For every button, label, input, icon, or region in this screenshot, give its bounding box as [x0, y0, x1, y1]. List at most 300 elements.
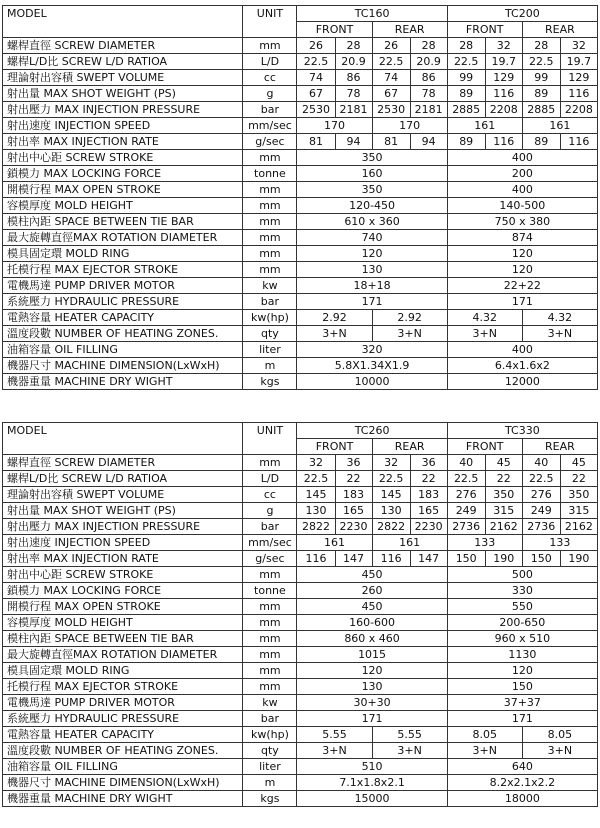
spec-value: 2.92 — [372, 310, 447, 326]
model-header: MODEL — [3, 423, 243, 455]
spec-value: 2822 — [297, 519, 335, 535]
spec-value: 315 — [560, 503, 597, 519]
front-rear-header: REAR — [522, 439, 597, 455]
spec-value: 3+N — [522, 326, 597, 342]
spec-value: 89 — [447, 86, 485, 102]
spec-value: 6.4x1.6x2 — [447, 358, 597, 374]
spec-row — [3, 230, 598, 246]
spec-unit: m — [243, 358, 297, 374]
spec-value: 350 — [297, 150, 447, 166]
spec-value: 22.5 — [447, 471, 485, 487]
spec-value: 2230 — [335, 519, 372, 535]
spec-row — [3, 711, 598, 727]
spec-unit: kw — [243, 695, 297, 711]
spec-value: 130 — [297, 679, 447, 695]
spec-value: 400 — [447, 182, 597, 198]
spec-value: 2181 — [410, 102, 447, 118]
spec-value: 3+N — [297, 326, 372, 342]
spec-value: 10000 — [297, 374, 447, 390]
spec-unit: g/sec — [243, 134, 297, 150]
spec-value: 550 — [447, 599, 597, 615]
spec-unit: liter — [243, 342, 297, 358]
spec-unit: mm — [243, 230, 297, 246]
spec-unit: qty — [243, 326, 297, 342]
spec-value: 276 — [522, 487, 560, 503]
front-rear-header: REAR — [522, 22, 597, 38]
spec-value: 40 — [522, 455, 560, 471]
spec-label: 開模行程 MAX OPEN STROKE — [3, 182, 243, 198]
spec-unit: m — [243, 775, 297, 791]
spec-value: 3+N — [447, 743, 522, 759]
spec-value: 1130 — [447, 647, 597, 663]
spec-value: 190 — [560, 551, 597, 567]
spec-value: 120 — [297, 246, 447, 262]
spec-label: 射出速度 INJECTION SPEED — [3, 535, 243, 551]
spec-value: 171 — [297, 294, 447, 310]
spec-value: 94 — [410, 134, 447, 150]
spec-value: 3+N — [447, 326, 522, 342]
spec-unit: tonne — [243, 583, 297, 599]
spec-value: 99 — [447, 70, 485, 86]
spec-value: 130 — [297, 503, 335, 519]
spec-label: 電機馬達 PUMP DRIVER MOTOR — [3, 278, 243, 294]
spec-value: 2885 — [447, 102, 485, 118]
spec-label: 螺桿L/D比 SCREW L/D RATIOA — [3, 54, 243, 70]
spec-value: 22+22 — [447, 278, 597, 294]
spec-value: 86 — [410, 70, 447, 86]
spec-label: 模具固定環 MOLD RING — [3, 246, 243, 262]
front-rear-header: REAR — [372, 22, 447, 38]
model-name-header: TC160 — [297, 6, 447, 22]
spec-value: 28 — [447, 38, 485, 54]
spec-row — [3, 727, 598, 743]
spec-label: 理論射出容積 SWEPT VOLUME — [3, 487, 243, 503]
spec-value: 26 — [297, 38, 335, 54]
spec-value: 26 — [372, 38, 410, 54]
spec-unit: qty — [243, 743, 297, 759]
spec-value: 2208 — [485, 102, 522, 118]
spec-value: 8.05 — [447, 727, 522, 743]
spec-row — [3, 278, 598, 294]
spec-value: 150 — [447, 679, 597, 695]
spec-value: 350 — [485, 487, 522, 503]
spec-value: 350 — [297, 182, 447, 198]
spec-unit: mm — [243, 663, 297, 679]
spec-value: 81 — [297, 134, 335, 150]
spec-unit: mm/sec — [243, 535, 297, 551]
spec-label: 托模行程 MAX EJECTOR STROKE — [3, 679, 243, 695]
spec-value: 74 — [297, 70, 335, 86]
spec-row — [3, 182, 598, 198]
spec-unit: kgs — [243, 791, 297, 807]
spec-table-2 — [2, 422, 598, 807]
spec-value: 81 — [372, 134, 410, 150]
spec-label: 射出速度 INJECTION SPEED — [3, 118, 243, 134]
spec-label: 電機馬達 PUMP DRIVER MOTOR — [3, 695, 243, 711]
spec-value: 2885 — [522, 102, 560, 118]
spec-value: 200 — [447, 166, 597, 182]
spec-value: 183 — [335, 487, 372, 503]
header-row — [3, 6, 598, 22]
spec-row — [3, 759, 598, 775]
spec-row — [3, 471, 598, 487]
spec-value: 4.32 — [522, 310, 597, 326]
spec-value: 161 — [447, 118, 522, 134]
spec-value: 147 — [335, 551, 372, 567]
spec-value: 40 — [447, 455, 485, 471]
spec-value: 20.9 — [335, 54, 372, 70]
spec-label: 溫度段數 NUMBER OF HEATING ZONES. — [3, 326, 243, 342]
spec-row — [3, 631, 598, 647]
spec-value: 8.05 — [522, 727, 597, 743]
spec-row — [3, 70, 598, 86]
spec-unit: cc — [243, 487, 297, 503]
spec-label: 最大旋轉直徑MAX ROTATION DIAMETER — [3, 230, 243, 246]
spec-row — [3, 775, 598, 791]
spec-value: 7.1x1.8x2.1 — [297, 775, 447, 791]
spec-label: 容模厚度 MOLD HEIGHT — [3, 615, 243, 631]
spec-value: 32 — [372, 455, 410, 471]
spec-value: 22.5 — [447, 54, 485, 70]
spec-row — [3, 551, 598, 567]
spec-value: 116 — [560, 86, 597, 102]
spec-unit: mm — [243, 262, 297, 278]
spec-label: 機器尺寸 MACHINE DIMENSION(LxWxH) — [3, 775, 243, 791]
spec-value: 74 — [372, 70, 410, 86]
spec-value: 22 — [335, 471, 372, 487]
spec-value: 171 — [447, 294, 597, 310]
spec-value: 2162 — [485, 519, 522, 535]
spec-value: 4.32 — [447, 310, 522, 326]
spec-value: 2.92 — [297, 310, 372, 326]
spec-row — [3, 743, 598, 759]
spec-label: 射出壓力 MAX INJECTION PRESSURE — [3, 102, 243, 118]
spec-value: 610 x 360 — [297, 214, 447, 230]
spec-value: 22.5 — [522, 471, 560, 487]
spec-value: 2230 — [410, 519, 447, 535]
spec-value: 3+N — [372, 743, 447, 759]
spec-value: 1015 — [297, 647, 447, 663]
spec-value: 12000 — [447, 374, 597, 390]
spec-value: 129 — [485, 70, 522, 86]
spec-value: 116 — [297, 551, 335, 567]
spec-value: 2208 — [560, 102, 597, 118]
spec-value: 89 — [447, 134, 485, 150]
spec-value: 200-650 — [447, 615, 597, 631]
spec-row — [3, 615, 598, 631]
spec-row — [3, 583, 598, 599]
spec-label: 模柱內距 SPACE BETWEEN TIE BAR — [3, 214, 243, 230]
spec-unit: kw(hp) — [243, 310, 297, 326]
spec-unit: cc — [243, 70, 297, 86]
spec-row — [3, 214, 598, 230]
spec-value: 22.5 — [522, 54, 560, 70]
spec-value: 170 — [297, 118, 372, 134]
spec-value: 32 — [560, 38, 597, 54]
spec-row — [3, 358, 598, 374]
spec-row — [3, 647, 598, 663]
spec-unit: bar — [243, 294, 297, 310]
spec-row — [3, 150, 598, 166]
spec-value: 2181 — [335, 102, 372, 118]
spec-label: 螺桿直徑 SCREW DIAMETER — [3, 455, 243, 471]
spec-value: 510 — [297, 759, 447, 775]
spec-value: 170 — [372, 118, 447, 134]
spec-unit: bar — [243, 102, 297, 118]
spec-row — [3, 663, 598, 679]
spec-unit: mm — [243, 38, 297, 54]
spec-value: 37+37 — [447, 695, 597, 711]
spec-value: 89 — [522, 134, 560, 150]
spec-label: 電熱容量 HEATER CAPACITY — [3, 310, 243, 326]
spec-row — [3, 455, 598, 471]
spec-label: 射出中心距 SCREW STROKE — [3, 150, 243, 166]
spec-value: 183 — [410, 487, 447, 503]
spec-unit: mm — [243, 679, 297, 695]
spec-value: 19.7 — [560, 54, 597, 70]
spec-value: 133 — [447, 535, 522, 551]
spec-label: 模柱內距 SPACE BETWEEN TIE BAR — [3, 631, 243, 647]
spec-value: 32 — [297, 455, 335, 471]
front-rear-header: FRONT — [447, 22, 522, 38]
spec-row — [3, 246, 598, 262]
spec-value: 190 — [485, 551, 522, 567]
spec-label: 射出率 MAX INJECTION RATE — [3, 134, 243, 150]
spec-label: 最大旋轉直徑MAX ROTATION DIAMETER — [3, 647, 243, 663]
spec-value: 116 — [560, 134, 597, 150]
spec-value: 45 — [485, 455, 522, 471]
spec-value: 160-600 — [297, 615, 447, 631]
spec-value: 171 — [297, 711, 447, 727]
spec-value: 276 — [447, 487, 485, 503]
spec-label: 溫度段數 NUMBER OF HEATING ZONES. — [3, 743, 243, 759]
spec-row — [3, 503, 598, 519]
spec-value: 22.5 — [372, 471, 410, 487]
spec-unit: L/D — [243, 54, 297, 70]
spec-row — [3, 54, 598, 70]
spec-row — [3, 118, 598, 134]
spec-label: 射出中心距 SCREW STROKE — [3, 567, 243, 583]
spec-value: 2822 — [372, 519, 410, 535]
spec-unit: g/sec — [243, 551, 297, 567]
spec-row — [3, 567, 598, 583]
spec-value: 32 — [485, 38, 522, 54]
spec-value: 99 — [522, 70, 560, 86]
spec-row — [3, 679, 598, 695]
spec-value: 400 — [447, 342, 597, 358]
spec-value: 249 — [522, 503, 560, 519]
spec-value: 5.8X1.34X1.9 — [297, 358, 447, 374]
model-name-header: TC330 — [447, 423, 597, 439]
spec-value: 140-500 — [447, 198, 597, 214]
spec-label: 油箱容量 OIL FILLING — [3, 342, 243, 358]
spec-row — [3, 134, 598, 150]
spec-value: 19.7 — [485, 54, 522, 70]
spec-value: 18+18 — [297, 278, 447, 294]
spec-label: 機器重量 MACHINE DRY WIGHT — [3, 374, 243, 390]
spec-label: 射出量 MAX SHOT WEIGHT (PS) — [3, 503, 243, 519]
spec-unit: kw — [243, 278, 297, 294]
spec-value: 130 — [372, 503, 410, 519]
spec-value: 94 — [335, 134, 372, 150]
spec-row — [3, 262, 598, 278]
spec-value: 120 — [447, 246, 597, 262]
spec-value: 129 — [560, 70, 597, 86]
spec-label: 理論射出容積 SWEPT VOLUME — [3, 70, 243, 86]
spec-value: 161 — [297, 535, 372, 551]
spec-value: 320 — [297, 342, 447, 358]
spec-value: 150 — [447, 551, 485, 567]
spec-value: 171 — [447, 711, 597, 727]
spec-value: 67 — [297, 86, 335, 102]
spec-label: 螺桿直徑 SCREW DIAMETER — [3, 38, 243, 54]
spec-value: 860 x 460 — [297, 631, 447, 647]
spec-value: 22.5 — [297, 471, 335, 487]
spec-value: 150 — [522, 551, 560, 567]
spec-value: 8.2x2.1x2.2 — [447, 775, 597, 791]
spec-value: 45 — [560, 455, 597, 471]
model-name-header: TC200 — [447, 6, 597, 22]
spec-value: 315 — [485, 503, 522, 519]
spec-value: 22.5 — [372, 54, 410, 70]
spec-unit: g — [243, 86, 297, 102]
spec-row — [3, 102, 598, 118]
spec-value: 145 — [297, 487, 335, 503]
spec-value: 400 — [447, 150, 597, 166]
spec-value: 22 — [410, 471, 447, 487]
spec-value: 160 — [297, 166, 447, 182]
spec-value: 120 — [297, 663, 447, 679]
spec-row — [3, 86, 598, 102]
unit-header: UNIT — [243, 423, 297, 455]
front-rear-header: REAR — [372, 439, 447, 455]
spec-value: 30+30 — [297, 695, 447, 711]
spec-value: 260 — [297, 583, 447, 599]
spec-value: 2162 — [560, 519, 597, 535]
spec-value: 3+N — [372, 326, 447, 342]
spec-label: 開模行程 MAX OPEN STROKE — [3, 599, 243, 615]
spec-row — [3, 487, 598, 503]
spec-value: 5.55 — [372, 727, 447, 743]
spec-label: 托模行程 MAX EJECTOR STROKE — [3, 262, 243, 278]
spec-value: 28 — [335, 38, 372, 54]
spec-label: 螺桿L/D比 SCREW L/D RATIOA — [3, 471, 243, 487]
spec-label: 機器重量 MACHINE DRY WIGHT — [3, 791, 243, 807]
front-rear-header: FRONT — [297, 439, 372, 455]
spec-label: 系統壓力 HYDRAULIC PRESSURE — [3, 294, 243, 310]
spec-unit: mm — [243, 567, 297, 583]
spec-value: 750 x 380 — [447, 214, 597, 230]
spec-row — [3, 535, 598, 551]
spec-unit: liter — [243, 759, 297, 775]
spec-value: 86 — [335, 70, 372, 86]
spec-value: 78 — [410, 86, 447, 102]
spec-unit: bar — [243, 519, 297, 535]
spec-unit: mm — [243, 198, 297, 214]
spec-row — [3, 342, 598, 358]
spec-unit: bar — [243, 711, 297, 727]
header-row — [3, 423, 598, 439]
spec-unit: mm — [243, 246, 297, 262]
spec-row — [3, 326, 598, 342]
spec-row — [3, 198, 598, 214]
spec-value: 78 — [335, 86, 372, 102]
spec-value: 165 — [410, 503, 447, 519]
spec-value: 740 — [297, 230, 447, 246]
spec-value: 20.9 — [410, 54, 447, 70]
spec-label: 鎖模力 MAX LOCKING FORCE — [3, 583, 243, 599]
spec-value: 36 — [335, 455, 372, 471]
front-rear-header: FRONT — [297, 22, 372, 38]
spec-value: 500 — [447, 567, 597, 583]
spec-value: 120 — [447, 262, 597, 278]
spec-label: 系統壓力 HYDRAULIC PRESSURE — [3, 711, 243, 727]
spec-value: 450 — [297, 567, 447, 583]
spec-value: 22 — [560, 471, 597, 487]
spec-value: 116 — [485, 134, 522, 150]
spec-value: 22.5 — [297, 54, 335, 70]
spec-row — [3, 791, 598, 807]
spec-value: 133 — [522, 535, 597, 551]
spec-value: 28 — [522, 38, 560, 54]
spec-value: 161 — [372, 535, 447, 551]
spec-row — [3, 374, 598, 390]
spec-value: 145 — [372, 487, 410, 503]
spec-value: 249 — [447, 503, 485, 519]
spec-row — [3, 599, 598, 615]
spec-value: 22 — [485, 471, 522, 487]
spec-row — [3, 695, 598, 711]
spec-unit: mm — [243, 631, 297, 647]
spec-unit: mm/sec — [243, 118, 297, 134]
spec-value: 36 — [410, 455, 447, 471]
spec-value: 120-450 — [297, 198, 447, 214]
spec-label: 電熱容量 HEATER CAPACITY — [3, 727, 243, 743]
spec-label: 射出量 MAX SHOT WEIGHT (PS) — [3, 86, 243, 102]
spec-value: 330 — [447, 583, 597, 599]
spec-value: 2736 — [447, 519, 485, 535]
spec-value: 120 — [447, 663, 597, 679]
spec-value: 640 — [447, 759, 597, 775]
spec-unit: mm — [243, 615, 297, 631]
spec-value: 116 — [372, 551, 410, 567]
spec-value: 89 — [522, 86, 560, 102]
spec-value: 450 — [297, 599, 447, 615]
spec-unit: kw(hp) — [243, 727, 297, 743]
model-name-header: TC260 — [297, 423, 447, 439]
spec-value: 28 — [410, 38, 447, 54]
spec-label: 鎖模力 MAX LOCKING FORCE — [3, 166, 243, 182]
spec-value: 147 — [410, 551, 447, 567]
spec-value: 3+N — [522, 743, 597, 759]
front-rear-header: FRONT — [447, 439, 522, 455]
spec-row — [3, 166, 598, 182]
spec-unit: mm — [243, 599, 297, 615]
spec-label: 射出壓力 MAX INJECTION PRESSURE — [3, 519, 243, 535]
spec-label: 容模厚度 MOLD HEIGHT — [3, 198, 243, 214]
spec-value: 350 — [560, 487, 597, 503]
spec-unit: kgs — [243, 374, 297, 390]
spec-table-1 — [2, 5, 598, 390]
spec-value: 3+N — [297, 743, 372, 759]
spec-value: 5.55 — [297, 727, 372, 743]
unit-header: UNIT — [243, 6, 297, 38]
spec-value: 960 x 510 — [447, 631, 597, 647]
spec-unit: L/D — [243, 471, 297, 487]
spec-value: 2736 — [522, 519, 560, 535]
spec-unit: mm — [243, 647, 297, 663]
spec-value: 165 — [335, 503, 372, 519]
